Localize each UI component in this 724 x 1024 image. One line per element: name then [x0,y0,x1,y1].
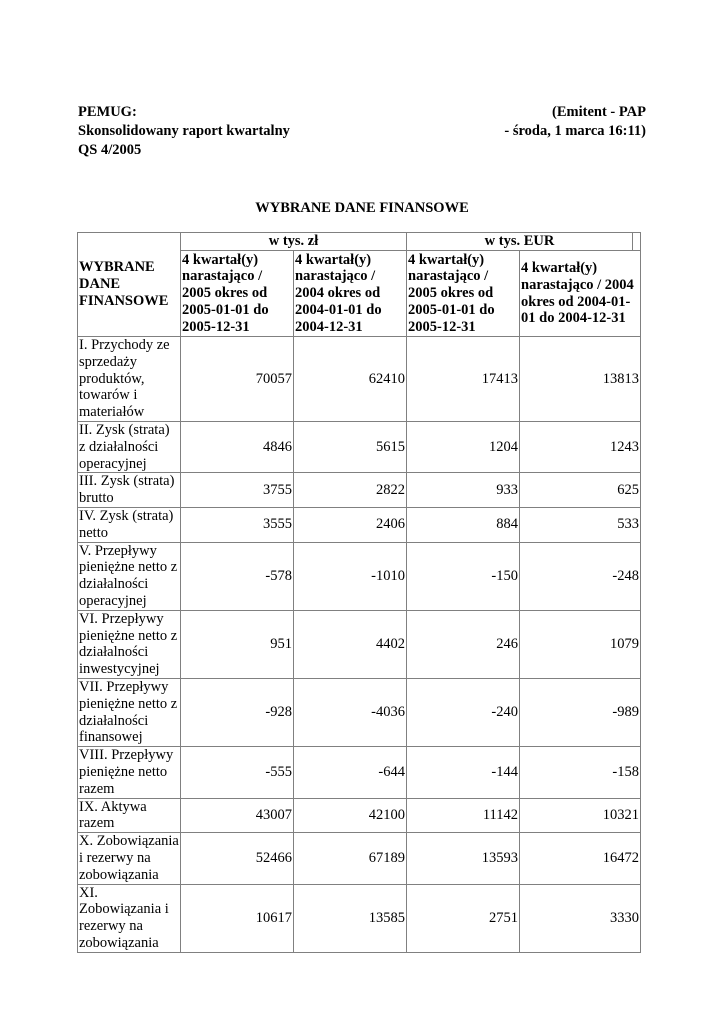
value-cell: 13585 [294,884,407,952]
company-name: PEMUG: [78,104,137,120]
value-cell: 884 [407,507,520,542]
table-row [78,473,641,508]
value-cell: -240 [407,678,520,746]
value-cell: 625 [520,473,641,508]
financial-data-table [77,232,641,953]
row-label: I. Przychody ze sprzedaży produktów, towarów i materiałów [78,337,181,422]
value-cell: 3555 [181,507,294,542]
value-cell: -248 [520,542,641,610]
value-cell: 933 [407,473,520,508]
report-header-right [504,103,646,141]
value-cell: 16472 [520,833,641,884]
value-cell: 52466 [181,833,294,884]
row-label: XI. Zobowiązania i rezerwy na zobowiązania [78,884,181,952]
value-cell: 246 [407,610,520,678]
table-row [78,747,641,798]
value-cell: 533 [520,507,641,542]
value-cell: 67189 [294,833,407,884]
value-cell: 2751 [407,884,520,952]
currency-group-row [78,233,641,251]
value-cell: 10321 [520,798,641,833]
value-cell: 4846 [181,421,294,472]
report-header-left [78,103,290,160]
row-label: III. Zysk (strata) brutto [78,473,181,508]
value-cell: -144 [407,747,520,798]
table-row [78,337,641,422]
value-cell: 10617 [181,884,294,952]
value-cell: 3330 [520,884,641,952]
publication-date: - środa, 1 marca 16:11) [504,123,646,139]
row-label: II. Zysk (strata) z działalności operacyjnej [78,421,181,472]
row-header-label: WYBRANE DANE FINANSOWE [78,233,181,337]
value-cell: 70057 [181,337,294,422]
currency-group-pln: w tys. zł [181,233,407,251]
value-cell: -578 [181,542,294,610]
value-cell: 13593 [407,833,520,884]
column-header: 4 kwartał(y) narastająco / 2005 okres od 2005-01-01 do 2005-12-31 [181,251,294,337]
value-cell: -1010 [294,542,407,610]
value-cell: 17413 [407,337,520,422]
table-row [78,798,641,833]
value-cell: -989 [520,678,641,746]
row-label: IX. Aktywa razem [78,798,181,833]
table-spacer-cell [633,233,641,251]
value-cell: 42100 [294,798,407,833]
table-row [78,507,641,542]
value-cell: 62410 [294,337,407,422]
column-header: 4 kwartał(y) narastająco / 2005 okres od 2005-01-01 do 2005-12-31 [407,251,520,337]
value-cell: -150 [407,542,520,610]
value-cell: 11142 [407,798,520,833]
value-cell: 2406 [294,507,407,542]
value-cell: -928 [181,678,294,746]
row-label: V. Przepływy pieniężne netto z działalności operacyjnej [78,542,181,610]
value-cell: -4036 [294,678,407,746]
table-row [78,678,641,746]
column-header: 4 kwartał(y) narastająco / 2004 okres od 2004-01-01 do 2004-12-31 [294,251,407,337]
row-label: VII. Przepływy pieniężne netto z działalności finansowej [78,678,181,746]
table-row [78,542,641,610]
report-type: Skonsolidowany raport kwartalny [78,123,290,139]
value-cell: 13813 [520,337,641,422]
row-label: IV. Zysk (strata) netto [78,507,181,542]
table-row [78,610,641,678]
row-label: X. Zobowiązania i rezerwy na zobowiązania [79,833,179,883]
table-row [78,833,641,884]
issuer-source: (Emitent - PAP [552,104,646,120]
currency-group-eur: w tys. EUR [407,233,633,251]
value-cell: 951 [181,610,294,678]
value-cell: 1079 [520,610,641,678]
value-cell: 1204 [407,421,520,472]
value-cell: 1243 [520,421,641,472]
value-cell: 3755 [181,473,294,508]
table-row [78,884,641,952]
row-label: VI. Przepływy pieniężne netto z działalności inwestycyjnej [78,610,181,678]
section-title: WYBRANE DANE FINANSOWE [255,200,469,216]
row-label: VIII. Przepływy pieniężne netto razem [78,747,181,798]
value-cell: 43007 [181,798,294,833]
value-cell: 2822 [294,473,407,508]
value-cell: -555 [181,747,294,798]
value-cell: 5615 [294,421,407,472]
value-cell: 4402 [294,610,407,678]
value-cell: -644 [294,747,407,798]
report-period: QS 4/2005 [78,142,142,158]
column-header: 4 kwartał(y) narastająco / 2004 okres od 2004-01-01 do 2004-12-31 [520,251,641,337]
table-row [78,421,641,472]
value-cell: -158 [520,747,641,798]
